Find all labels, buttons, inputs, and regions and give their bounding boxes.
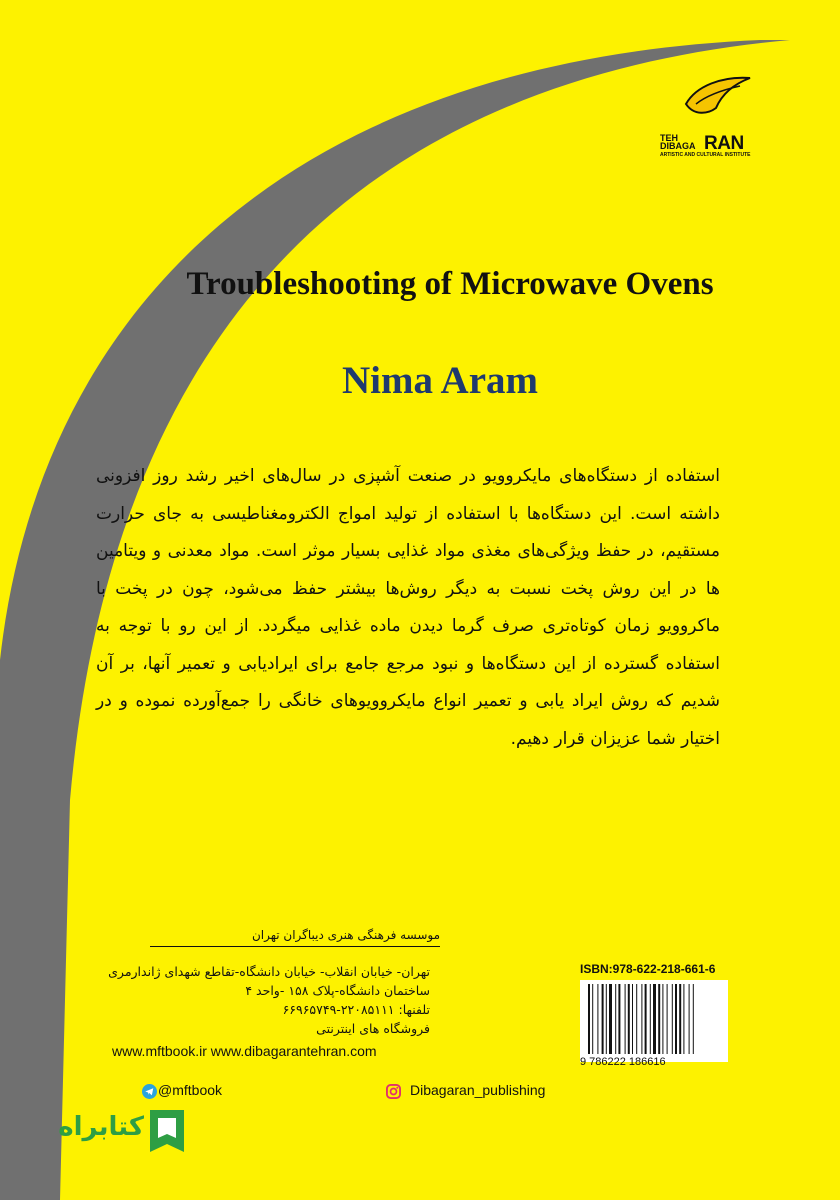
barcode-bar — [588, 984, 590, 1054]
barcode-bar — [693, 984, 694, 1054]
barcode-bar — [662, 984, 663, 1054]
book-title: Troubleshooting of Microwave Ovens — [186, 266, 714, 302]
logo-dibaga: DIBAGA — [660, 141, 696, 151]
divider — [150, 946, 440, 947]
social-links — [142, 1082, 546, 1102]
barcode-bar — [645, 984, 647, 1054]
publisher-logo — [660, 74, 756, 164]
barcode — [580, 980, 728, 1062]
barcode-bar — [667, 984, 668, 1054]
address-line: ساختمان دانشگاه-پلاک ۱۵۸ -واحد ۴ — [245, 983, 430, 998]
barcode-bar — [632, 984, 633, 1054]
barcode-bar — [683, 984, 684, 1054]
barcode-bar — [653, 984, 656, 1054]
barcode-bar — [625, 984, 626, 1054]
barcode-bar — [689, 984, 690, 1054]
barcode-bar — [641, 984, 642, 1054]
instagram-handle[interactable]: Dibagaran_publishing — [410, 1082, 546, 1098]
barcode-bar — [597, 984, 598, 1054]
barcode-bar — [636, 984, 637, 1054]
barcode-bar — [628, 984, 630, 1054]
telegram-handle[interactable]: @mftbook — [158, 1082, 223, 1098]
logo-subtitle: ARTISTIC AND CULTURAL INSTITUTE — [660, 152, 751, 158]
barcode-bar — [618, 984, 620, 1054]
book-icon — [144, 1104, 190, 1158]
ketabrah-logo-text: کتابراه — [58, 1112, 144, 1142]
telegram-icon — [142, 1084, 157, 1099]
isbn-block — [580, 962, 728, 1074]
barcode-bar — [609, 984, 612, 1054]
publisher-name — [150, 928, 440, 942]
barcode-bar — [592, 984, 593, 1054]
phone-line: تلفنها: ۲۲۰۸۵۱۱۱-۶۶۹۶۵۷۴۹ — [282, 1002, 430, 1017]
website-links[interactable]: www.mftbook.ir www.dibagarantehran.com — [112, 1043, 377, 1059]
barcode-bar — [615, 984, 616, 1054]
publisher-name-text: موسسه فرهنگی هنری دیباگران تهران — [251, 928, 440, 942]
barcode-bar — [679, 984, 681, 1054]
logo-ran: RAN — [704, 133, 744, 154]
address-line: تهران- خیابان انقلاب- خیابان دانشگاه-تقاطع شهدای ژاندارمری — [108, 964, 430, 979]
online-stores-label: فروشگاه های اینترنتی — [316, 1021, 430, 1036]
barcode-bar — [658, 984, 660, 1054]
barcode-digits: 9 786222 186616 — [580, 1056, 666, 1068]
instagram-icon — [386, 1084, 401, 1099]
author-name: Nima Aram — [341, 359, 539, 402]
barcode-bar — [675, 984, 677, 1054]
barcode-bar — [606, 984, 607, 1054]
barcode-bar — [650, 984, 651, 1054]
logo-mark-icon — [682, 74, 752, 122]
barcode-bar — [602, 984, 604, 1054]
logo-teh: TEH — [660, 133, 678, 143]
publisher-address — [90, 962, 430, 1038]
isbn-number: ISBN:978-622-218-661-6 — [580, 962, 716, 976]
book-description: استفاده از دستگاه‌های مایکروویو در صنعت آشپزی در سال‌های اخیر رشد روز افزونی داشته است. این دستگاه‌ها با استفاده از تولید امواج الکترومغناطیسی به جای حرارت مستقیم، در حفظ ویژگی‌های مغذی مواد غذایی بسیار موثر است. مواد معدنی و ویتامین ها در این روش پخت نسبت به دیگر روش‌ها بیشتر حفظ می‌شود، چون در پخت با ماکروویو زمان کوتاه‌تری صرف گرما دیدن ماده غذایی میگردد. از این رو با توجه به استفاده گسترده از این دستگاه‌ها و نبود مرجع جامع برای ایرادیابی و تعمیر آنها، بر آن شدیم که روش ایراد یابی و تعمیر انواع مایکروویوهای خانگی را جمع‌آورده نموده و در اختیار شما عزیزان قرار دهیم. — [96, 466, 720, 749]
ketabrah-brand — [36, 1102, 186, 1162]
barcode-bar — [672, 984, 673, 1054]
